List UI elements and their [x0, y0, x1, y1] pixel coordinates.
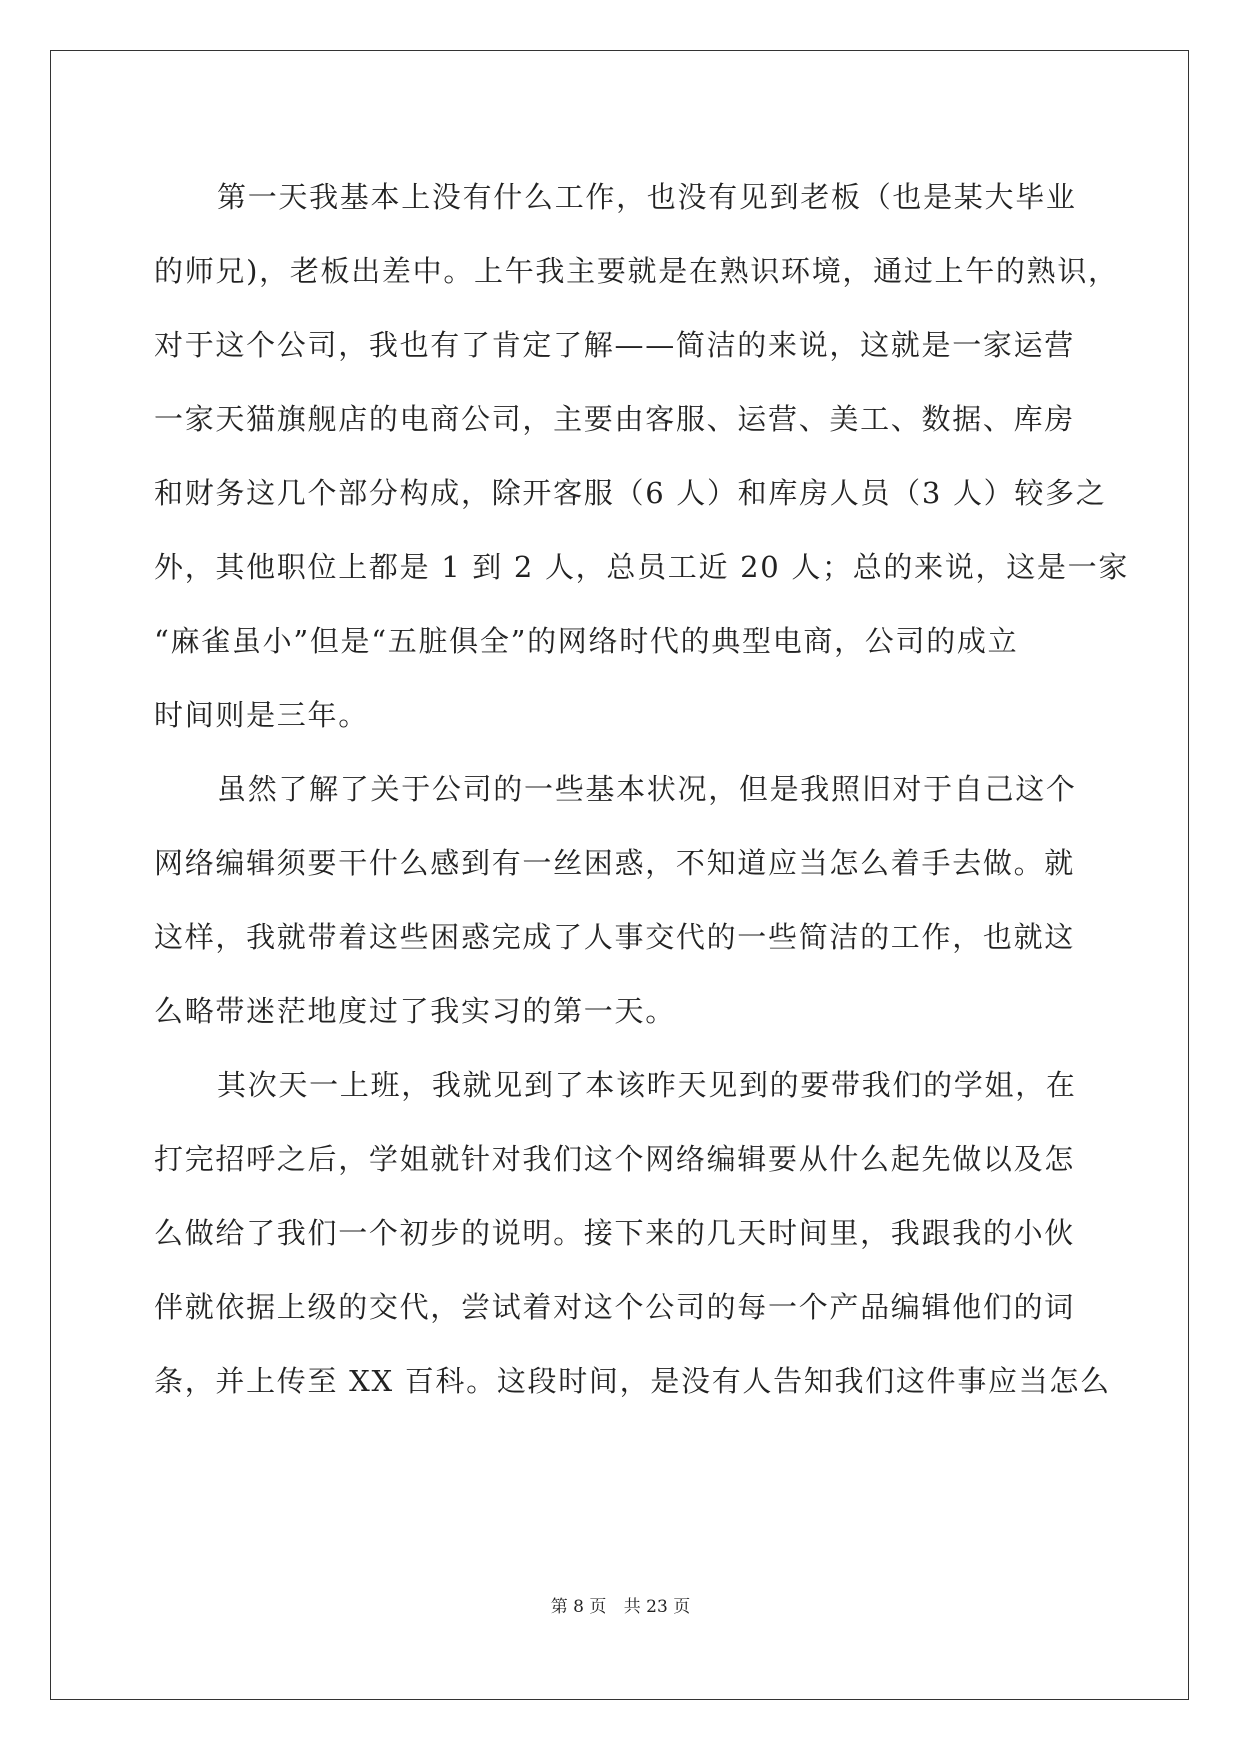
page-number: 第 8 页 — [550, 1597, 607, 1617]
text-line: 对于这个公司，我也有了肯定了解——简洁的来说，这就是一家运营 — [154, 328, 1076, 362]
text-line: 网络编辑须要干什么感到有一丝困惑，不知道应当怎么着手去做。就 — [154, 846, 1076, 880]
text-line: 条，并上传至 XX 百科。这段时间，是没有人告知我们这件事应当怎么 — [154, 1364, 1111, 1398]
text-line: 这样，我就带着这些困惑完成了人事交代的一些简洁的工作，也就这 — [154, 920, 1076, 954]
text-line: 一家天猫旗舰店的电商公司，主要由客服、运营、美工、数据、库房 — [154, 402, 1076, 436]
text-line: 第一天我基本上没有什么工作，也没有见到老板（也是某大毕业 — [217, 180, 1077, 214]
text-line: 么做给了我们一个初步的说明。接下来的几天时间里，我跟我的小伙 — [154, 1216, 1076, 1250]
document-body — [154, 160, 1130, 1418]
text-line: 伴就依据上级的交代，尝试着对这个公司的每一个产品编辑他们的词 — [154, 1290, 1076, 1324]
page-footer — [0, 1592, 1241, 1617]
text-line: 的师兄)，老板出差中。上午我主要就是在熟识环境，通过上午的熟识， — [154, 254, 1119, 288]
text-line: 打完招呼之后，学姐就针对我们这个网络编辑要从什么起先做以及怎 — [154, 1142, 1076, 1176]
text-line: “麻雀虽小”但是“五脏俱全”的网络时代的典型电商，公司的成立 — [154, 624, 1019, 658]
text-line: 其次天一上班，我就见到了本该昨天见到的要带我们的学姐，在 — [217, 1068, 1077, 1102]
text-line: 和财务这几个部分构成，除开客服（6 人）和库房人员（3 人）较多之 — [154, 476, 1107, 510]
text-line: 外，其他职位上都是 1 到 2 人，总员工近 20 人；总的来说，这是一家 — [154, 550, 1130, 584]
text-line: 么略带迷茫地度过了我实习的第一天。 — [154, 994, 676, 1028]
page-total: 共 23 页 — [623, 1597, 691, 1617]
text-line: 虽然了解了关于公司的一些基本状况，但是我照旧对于自己这个 — [217, 772, 1077, 806]
text-line: 时间则是三年。 — [154, 698, 369, 732]
